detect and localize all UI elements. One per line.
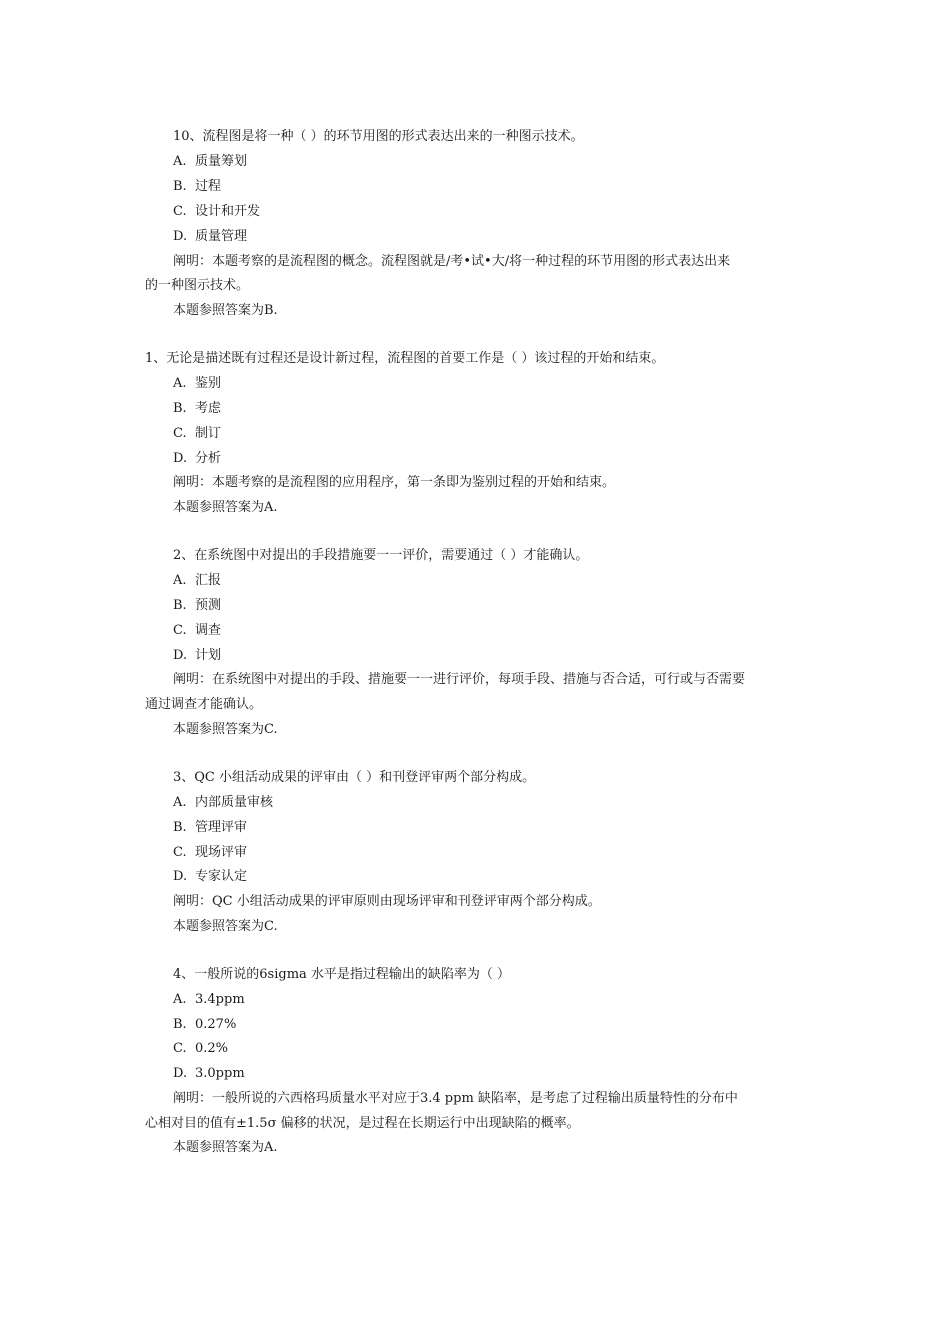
option-text: 分析: [195, 451, 222, 466]
option-d: [173, 647, 221, 665]
option-letter: D.: [173, 648, 188, 663]
option-text: 鉴别: [195, 376, 222, 391]
question-stem: 4、一般所说的6sigma 水平是指过程输出的缺陷率为（ ）: [173, 967, 511, 982]
option-letter: C.: [173, 623, 187, 638]
answer-line: 本题参照答案为A.: [173, 1140, 278, 1155]
question-stem: 10、流程图是将一种（ ）的环节用图的形式表达出来的一种图示技术。: [173, 129, 584, 144]
option-text: 过程: [195, 179, 222, 194]
option-letter: D.: [173, 229, 188, 244]
option-b: [173, 400, 221, 418]
option-c: [173, 844, 247, 862]
option-letter: A.: [173, 573, 187, 588]
answer-line: 本题参照答案为A.: [173, 500, 278, 515]
option-b: [173, 597, 221, 615]
option-c: [173, 1040, 228, 1058]
option-text: 调查: [195, 623, 222, 638]
explanation-line: 心相对目的值有±1.5σ 偏移的状况，是过程在长期运行中出现缺陷的概率。: [145, 1116, 580, 1131]
option-text: 内部质量审核: [195, 795, 274, 810]
explanation-line: 通过调查才能确认。: [145, 697, 263, 712]
option-text: 质量管理: [195, 229, 248, 244]
option-text: 0.2%: [195, 1041, 229, 1056]
option-text: 现场评审: [195, 845, 248, 860]
option-a: [173, 572, 221, 590]
option-text: 管理评审: [195, 820, 248, 835]
option-b: [173, 819, 247, 837]
explanation-line: 的一种图示技术。: [145, 278, 250, 293]
option-a: [173, 991, 245, 1009]
option-letter: A.: [173, 795, 187, 810]
question-stem: 2、在系统图中对提出的手段措施要一一评价，需要通过（ ）才能确认。: [173, 548, 589, 563]
option-d: [173, 228, 247, 246]
explanation-line: 阐明：本题考察的是流程图的概念。流程图就是/考•试•大/将一种过程的环节用图的形式表达出来: [173, 254, 731, 269]
explanation-line: 阐明：在系统图中对提出的手段、措施要一一进行评价，每项手段、措施与否合适，可行或与否需要: [173, 672, 746, 687]
option-letter: A.: [173, 154, 187, 169]
option-letter: C.: [173, 1041, 187, 1056]
option-letter: B.: [173, 598, 187, 613]
option-b: [173, 1016, 236, 1034]
option-a: [173, 375, 221, 393]
option-text: 考虑: [195, 401, 222, 416]
question-stem: 1、无论是描述既有过程还是设计新过程，流程图的首要工作是（ ）该过程的开始和结束。: [145, 351, 665, 366]
option-d: [173, 868, 247, 886]
option-text: 3.0ppm: [195, 1066, 245, 1081]
option-letter: B.: [173, 401, 187, 416]
option-b: [173, 178, 221, 196]
option-c: [173, 425, 221, 443]
explanation-line: 阐明：一般所说的六西格玛质量水平对应于3.4 ppm 缺陷率，是考虑了过程输出质量特性的分布中: [173, 1091, 738, 1106]
option-letter: C.: [173, 426, 187, 441]
option-letter: A.: [173, 376, 187, 391]
option-c: [173, 622, 221, 640]
option-letter: A.: [173, 992, 187, 1007]
option-a: [173, 794, 273, 812]
option-text: 制订: [195, 426, 222, 441]
option-letter: D.: [173, 1066, 188, 1081]
option-text: 设计和开发: [195, 204, 261, 219]
answer-line: 本题参照答案为C.: [173, 919, 278, 934]
option-text: 专家认定: [195, 869, 248, 884]
option-d: [173, 450, 221, 468]
option-letter: C.: [173, 845, 187, 860]
option-text: 预测: [195, 598, 222, 613]
option-letter: D.: [173, 451, 188, 466]
option-letter: B.: [173, 820, 187, 835]
option-text: 计划: [195, 648, 222, 663]
question-stem: 3、QC 小组活动成果的评审由（ ）和刊登评审两个部分构成。: [173, 770, 536, 785]
option-text: 汇报: [195, 573, 222, 588]
answer-line: 本题参照答案为B.: [173, 303, 278, 318]
explanation-line: 阐明：本题考察的是流程图的应用程序，第一条即为鉴别过程的开始和结束。: [173, 475, 616, 490]
option-text: 0.27%: [195, 1017, 237, 1032]
option-d: [173, 1065, 245, 1083]
option-letter: B.: [173, 1017, 187, 1032]
option-a: [173, 153, 247, 171]
option-c: [173, 203, 260, 221]
option-letter: D.: [173, 869, 188, 884]
answer-line: 本题参照答案为C.: [173, 722, 278, 737]
explanation-line: 阐明：QC 小组活动成果的评审原则由现场评审和刊登评审两个部分构成。: [173, 894, 601, 909]
option-letter: C.: [173, 204, 187, 219]
option-letter: B.: [173, 179, 187, 194]
option-text: 质量筹划: [195, 154, 248, 169]
option-text: 3.4ppm: [195, 992, 245, 1007]
